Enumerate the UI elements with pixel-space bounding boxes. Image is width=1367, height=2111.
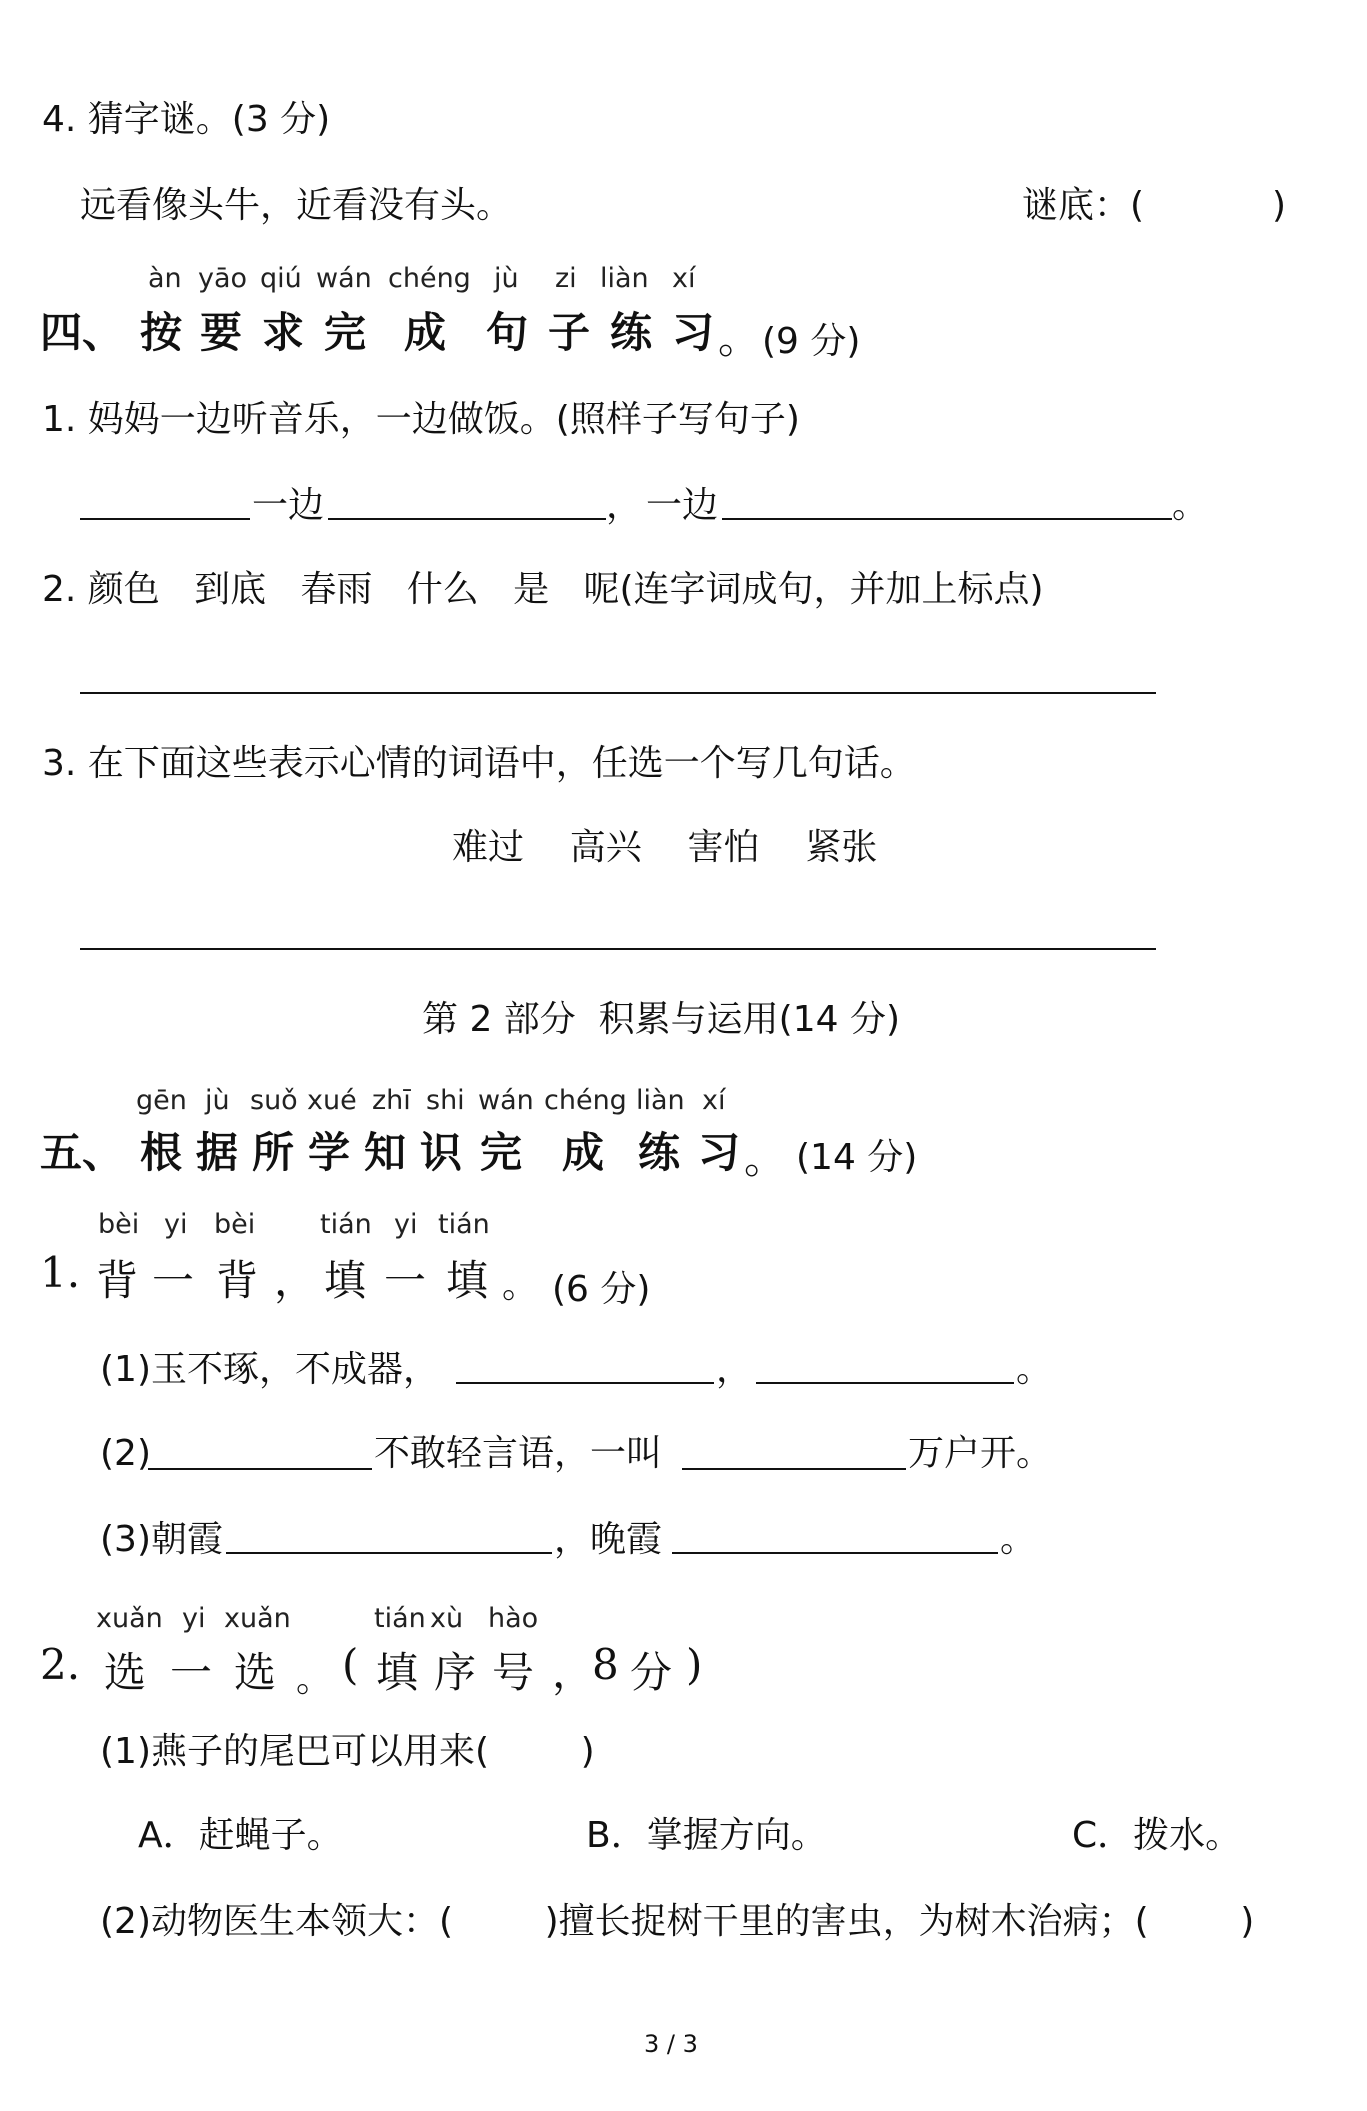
q51-line3-end: 。 [1000,1519,1037,1560]
s4-char-6: 句 [486,308,529,357]
q4-title: 4. 猜字谜。(3 分) [42,99,331,140]
q52-char-10: 分 [630,1648,673,1697]
s4-end: 。 [718,314,761,363]
q51-char-2: 背 [216,1256,259,1305]
s4-char-8: 练 [610,308,653,357]
s5-char-6: 识 [420,1128,463,1177]
q52-pinyin-3: tián [374,1603,426,1634]
s4-q1-mid2: 一边 [646,485,719,526]
q52-char-1: 一 [170,1648,213,1697]
q51-line3-blank-1[interactable] [226,1552,552,1554]
s4-q2: 2. 颜色 到底 春雨 什么 是 呢(连字词成句，并加上标点) [42,569,1044,610]
s5-char-9: 练 [638,1128,681,1177]
s4-pinyin-6: zi [555,263,577,294]
q52-pinyin-0: xuǎn [96,1603,163,1634]
q51-line1-end: 。 [1016,1349,1053,1390]
q51-pinyin-1: yi [164,1209,188,1240]
q51-char-5: 一 [384,1256,427,1305]
q52-char-6: 序 [434,1648,477,1697]
q52-char-5: 填 [376,1648,419,1697]
q52-option-a[interactable]: A．赶蝇子。 [138,1815,343,1856]
s4-q3: 3. 在下面这些表示心情的词语中，任选一个写几句话。 [42,743,916,784]
s5-char-10: 习 [698,1128,741,1177]
q52-char-2: 选 [234,1648,277,1697]
s5-char-2: 据 [196,1128,239,1177]
q51-pinyin-4: yi [394,1209,418,1240]
q52-pinyin-5: hào [488,1603,539,1634]
q52-char-11: ) [686,1640,703,1689]
s4-char-2: 要 [200,308,243,357]
s5-char-7: 完 [480,1128,523,1177]
s4-pinyin-1: yāo [198,263,248,294]
s4-pinyin-3: wán [316,263,372,294]
q51-char-0: 背 [96,1256,139,1305]
q51-line2-blank-1[interactable] [148,1468,372,1470]
s4-q1-mid1: 一边 [252,485,325,526]
s5-pinyin-0: gēn [136,1085,187,1116]
q51-line1-text: (1)玉不琢，不成器， [100,1349,439,1390]
s4-char-4: 完 [324,308,367,357]
q51-line3-a: (3)朝霞 [100,1519,223,1560]
q51-line3-blank-2[interactable] [672,1552,998,1554]
s5-char-4: 学 [308,1128,351,1177]
s4-pinyin-8: xí [672,263,696,294]
s5-score: (14 分) [796,1137,918,1178]
s4-pinyin-4: chéng [388,263,471,294]
q51-char-3: ， [274,1256,317,1305]
q52-pinyin-1: yi [182,1603,206,1634]
q51-score: (6 分) [552,1269,651,1310]
q52-p1: (1)燕子的尾巴可以用来( ) [100,1731,595,1772]
s5-pinyin-9: xí [702,1085,726,1116]
q51-line1-blank-1[interactable] [456,1382,714,1384]
s4-pinyin-2: qiú [260,263,302,294]
s4-q3-answer-line[interactable] [80,948,1156,950]
s4-char-9: 习 [672,308,715,357]
s5-pinyin-3: xué [307,1085,357,1116]
s4-char-0: 四、 [40,308,125,357]
q51-pinyin-5: tián [438,1209,490,1240]
s5-pinyin-6: wán [478,1085,534,1116]
part2-title: 第 2 部分 积累与运用(14 分) [422,999,901,1040]
q52-num: 2. [40,1640,81,1689]
q51-char-1: 一 [152,1256,195,1305]
s5-char-0: 五、 [40,1128,125,1177]
q52-char-4: ( [342,1640,359,1689]
q51-num: 1. [40,1248,81,1297]
q51-end: 。 [502,1265,539,1306]
q52-char-7: 号 [492,1648,535,1697]
page-number: 3 / 3 [644,2030,698,2058]
q52-option-b[interactable]: B．掌握方向。 [586,1815,827,1856]
s5-pinyin-7: chéng [544,1085,627,1116]
q52-char-3: 。 [296,1659,333,1700]
s4-char-7: 子 [548,308,591,357]
s4-char-5: 成 [404,308,447,357]
q51-line2-blank-2[interactable] [682,1468,906,1470]
s5-char-3: 所 [252,1128,295,1177]
q51-line1-sep: ， [716,1349,753,1390]
s4-pinyin-0: àn [148,263,182,294]
q52-char-8: ， [552,1648,595,1697]
s4-score: (9 分) [762,321,861,362]
q51-char-6: 填 [446,1256,489,1305]
q52-pinyin-2: xuǎn [224,1603,291,1634]
q52-char-0: 选 [104,1648,147,1697]
s4-q1-sep: ， [606,485,643,526]
q52-char-9: 8 [592,1640,619,1689]
q51-pinyin-3: tián [320,1209,372,1240]
q51-line2-a: (2) [100,1433,151,1474]
s4-q1: 1. 妈妈一边听音乐，一边做饭。(照样子写句子) [42,399,800,440]
s4-char-1: 按 [140,308,183,357]
q52-pinyin-4: xù [430,1603,464,1634]
s4-q1-blank-1[interactable] [80,518,250,520]
s5-char-8: 成 [562,1128,605,1177]
q4-riddle: 远看像头牛，近看没有头。 [80,185,513,226]
q51-char-4: 填 [324,1256,367,1305]
s4-mood-words: 难过 高兴 害怕 紧张 [452,827,878,868]
s5-char-1: 根 [140,1128,183,1177]
s4-pinyin-5: jù [494,263,519,294]
s4-q1-blank-2[interactable] [328,518,606,520]
q52-option-c[interactable]: C．拨水。 [1072,1815,1242,1856]
q51-pinyin-2: bèi [214,1209,256,1240]
s5-char-5: 知 [364,1128,407,1177]
s5-pinyin-8: liàn [636,1085,685,1116]
s4-pinyin-7: liàn [600,263,649,294]
s4-q2-answer-line[interactable] [80,692,1156,694]
q51-line3-b: ，晚霞 [554,1519,663,1560]
s4-q1-end: 。 [1172,485,1209,526]
q51-line1-blank-2[interactable] [756,1382,1014,1384]
s5-end: 。 [744,1134,787,1183]
q4-answer-label: 谜底：( [1022,185,1145,226]
s5-pinyin-5: shi [426,1085,465,1116]
s4-char-3: 求 [262,308,305,357]
q51-line2-c: 万户开。 [908,1433,1053,1474]
s5-pinyin-2: suǒ [250,1085,298,1116]
q52-p2: (2)动物医生本领大：( )擅长捉树干里的害虫，为树木治病；( ) [100,1901,1255,1942]
s5-pinyin-1: jù [205,1085,230,1116]
q51-pinyin-0: bèi [98,1209,140,1240]
s4-q1-blank-3[interactable] [722,518,1172,520]
s5-pinyin-4: zhī [372,1085,411,1116]
q51-line2-b: 不敢轻言语，一叫 [374,1433,663,1474]
q4-answer-close: ) [1272,185,1287,226]
